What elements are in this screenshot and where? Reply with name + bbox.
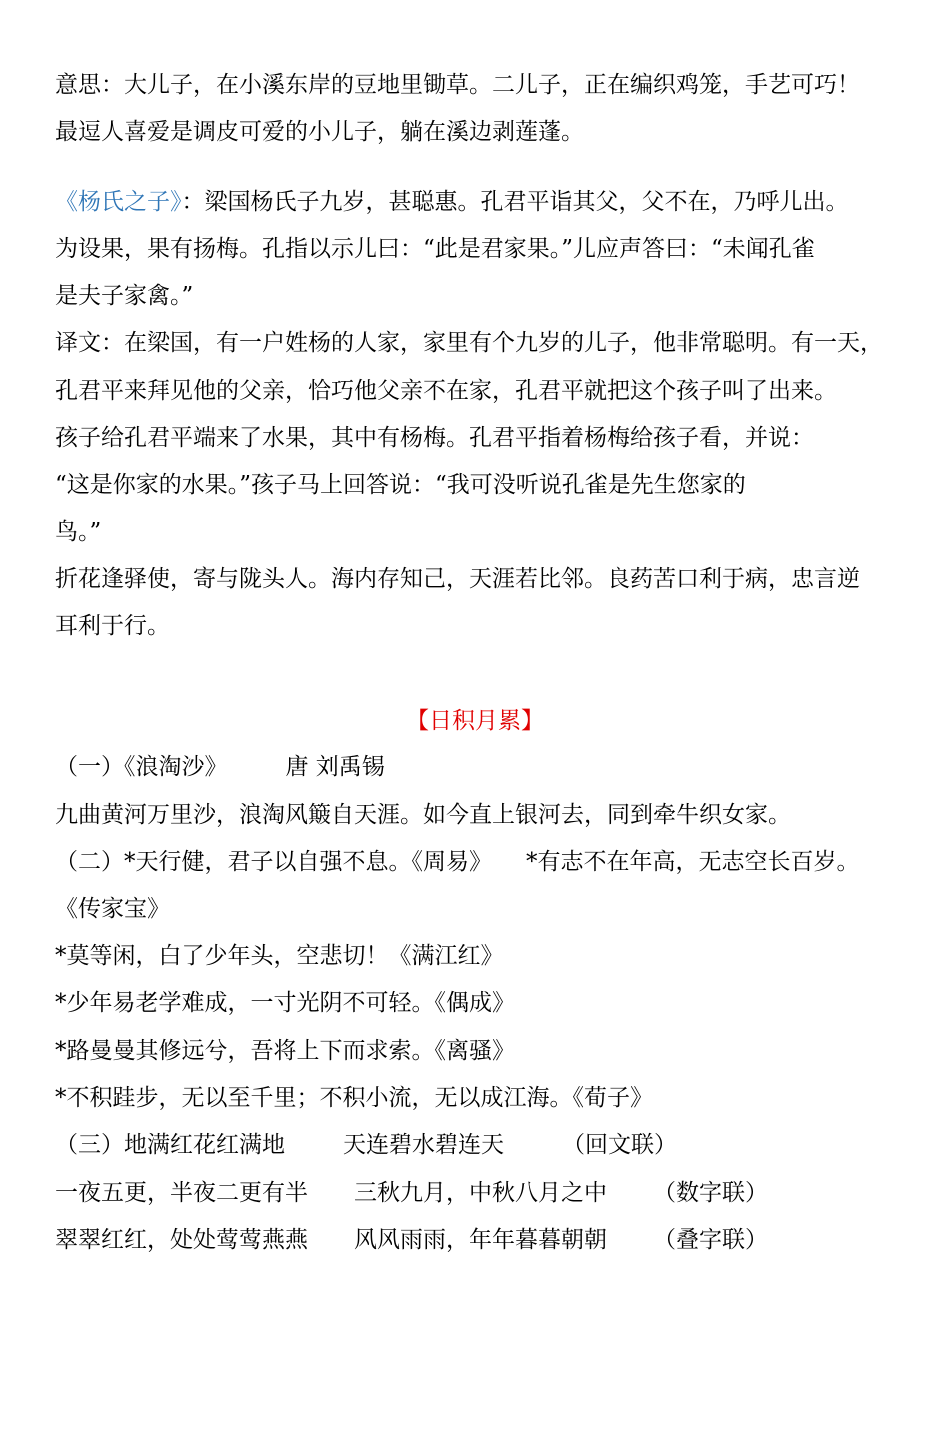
poem-author: 唐 刘禹锡 (285, 754, 385, 780)
story-title-link[interactable]: 《杨氏之子》 (55, 189, 182, 215)
quote-1: *莫等闲，白了少年头，空悲切！《满江红》 (55, 943, 504, 969)
couplet-3-second: 风风雨雨，年年暮暮朝朝 (354, 1227, 607, 1253)
couplet-1 (55, 1130, 915, 1160)
story-line-3: 是夫子家禽。” (55, 283, 194, 309)
translation-line-2: 孔君平来拜见他的父亲，恰巧他父亲不在家，孔君平就把这个孩子叫了出来。 (55, 378, 837, 404)
translation-line-5: 鸟。” (55, 519, 102, 545)
couplet-3-first: 翠翠红红，处处莺莺燕燕 (55, 1227, 308, 1253)
couplet-2-first: 一夜五更，半夜二更有半 (55, 1180, 308, 1206)
quote-2: *少年易老学难成，一寸光阴不可轻。《偶成》 (55, 990, 515, 1016)
quote-3: *路曼曼其修远兮，吾将上下而求索。《离骚》 (55, 1038, 515, 1064)
translation-line-1: 译文：在梁国，有一户姓杨的人家，家里有个九岁的儿子，他非常聪明。有一天， (55, 330, 883, 356)
proverb-line-1 (55, 847, 915, 877)
couplet-3-type: （叠字联） (653, 1227, 768, 1253)
verse-line-1: 折花逢驿使，寄与陇头人。海内存知己，天涯若比邻。良药苦口利于病，忠言逆 (55, 566, 860, 592)
story-line-1 (55, 187, 915, 217)
proverb-source: 《传家宝》 (55, 896, 170, 922)
couplet-1-first: （三）地满红花红满地 (55, 1132, 285, 1158)
translation-line-4: “这是你家的水果。”孩子马上回答说：“我可没听说孔雀是先生您家的 (55, 472, 746, 498)
poem-label: （一）《浪淘沙》 (55, 754, 228, 780)
poem-text: 九曲黄河万里沙，浪淘风簸自天涯。如今直上银河去，同到牵牛织女家。 (55, 802, 791, 828)
couplet-2-second: 三秋九月，中秋八月之中 (354, 1180, 607, 1206)
daily-heading: 【日积月累】 (406, 708, 544, 734)
proverb-youzhi: *有志不在年高，无志空长百岁。 (526, 849, 860, 875)
couplet-1-second: 天连碧水碧连天 (343, 1132, 504, 1158)
verse-line-2: 耳利于行。 (55, 613, 170, 639)
translation-line-3: 孩子给孔君平端来了水果，其中有杨梅。孔君平指着杨梅给孩子看，并说： (55, 425, 814, 451)
couplet-2-type: （数字联） (653, 1180, 768, 1206)
proverb-zhouyi: （二）*天行健，君子以自强不息。《周易》 (55, 849, 492, 875)
story-text: ：梁国杨氏子九岁，甚聪惠。孔君平诣其父，父不在，乃呼儿出。 (181, 189, 849, 215)
meaning-line-1: 意思：大儿子，在小溪东岸的豆地里锄草。二儿子，正在编织鸡笼，手艺可巧！ (55, 72, 860, 98)
poem-header (55, 752, 915, 782)
story-line-2: 为设果，果有扬梅。孔指以示儿曰：“此是君家果。”儿应声答曰：“未闻孔雀 (55, 236, 815, 262)
couplet-3 (55, 1225, 915, 1255)
couplet-2 (55, 1178, 915, 1208)
meaning-line-2: 最逗人喜爱是调皮可爱的小儿子，躺在溪边剥莲蓬。 (55, 119, 584, 145)
couplet-1-type: （回文联） (562, 1132, 677, 1158)
quote-4: *不积跬步，无以至千里；不积小流，无以成江海。《荀子》 (55, 1085, 653, 1111)
